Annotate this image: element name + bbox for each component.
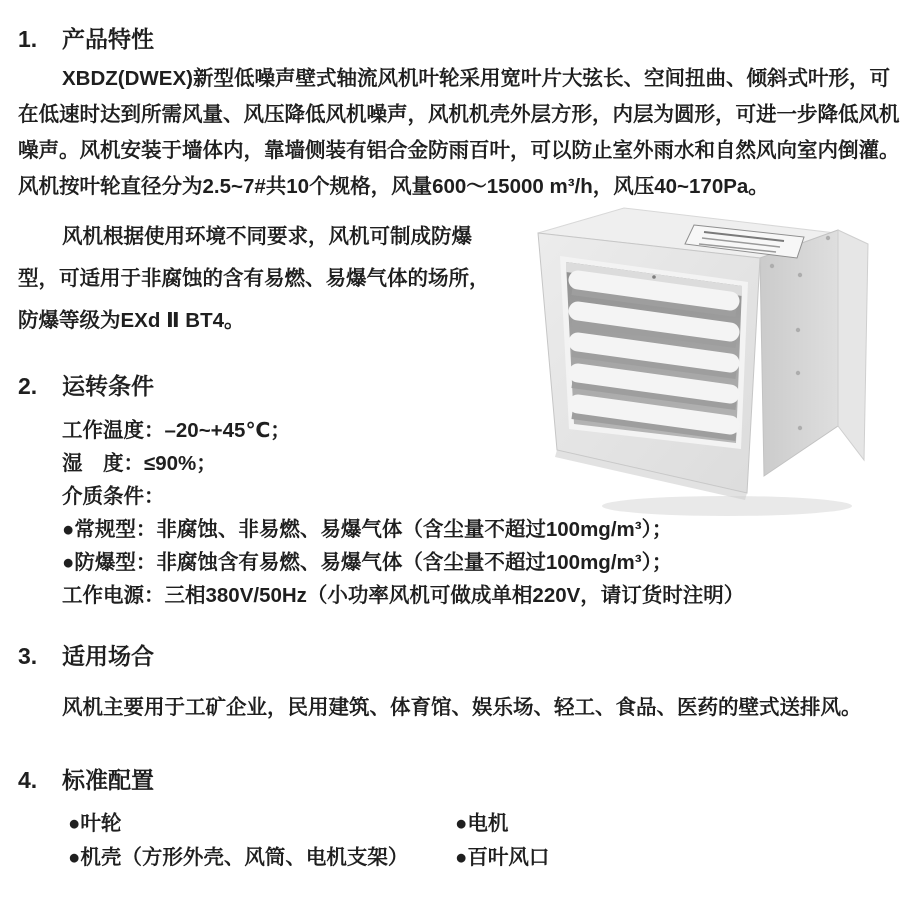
- config-item-louver-outlet: ●百叶风口: [455, 846, 550, 869]
- paragraph-line: XBDZ(DWEX)新型低噪声壁式轴流风机叶轮采用宽叶片大弦长、空间扭曲、倾斜式叶形，可: [62, 67, 890, 90]
- paragraph-line: 型，可适用于非腐蚀的含有易燃、易爆气体的场所，: [18, 267, 490, 290]
- product-features-paragraph-2: [18, 216, 528, 342]
- config-item-motor: ●电机: [455, 812, 509, 835]
- config-item-impeller: ●叶轮: [68, 812, 122, 835]
- condition-item: 工作电源：三相380V/50Hz（小功率风机可做成单相220V，请订货时注明）: [62, 584, 745, 607]
- section-4-heading: [18, 767, 154, 793]
- paragraph-line: 在低速时达到所需风量、风压降低风机噪声，风机机壳外层方形，内层为圆形，可进一步降低风机: [18, 103, 900, 126]
- condition-item: 介质条件：: [62, 485, 165, 508]
- section-2-number: 2.: [18, 373, 38, 399]
- paragraph-line: 噪声。风机安装于墙体内，靠墙侧装有铝合金防雨百叶，可以防止室外雨水和自然风向室内倒灌。: [18, 139, 900, 162]
- section-3-number: 3.: [18, 643, 38, 669]
- section-1-heading: [18, 26, 154, 52]
- section-2-title: 运转条件: [62, 373, 154, 399]
- config-item-casing: ●机壳（方形外壳、风筒、电机支架）: [68, 846, 409, 869]
- paragraph-line: 风机根据使用环境不同要求，风机可制成防爆: [62, 225, 472, 248]
- paragraph-line: 防爆等级为EXd Ⅱ BT4。: [18, 309, 245, 332]
- section-1-title: 产品特性: [62, 26, 154, 52]
- operating-conditions-list: [62, 414, 744, 612]
- section-3-heading: [18, 643, 154, 669]
- applications-paragraph: 风机主要用于工矿企业，民用建筑、体育馆、娱乐场、轻工、食品、医药的壁式送排风。: [62, 696, 862, 719]
- section-2-heading: [18, 373, 154, 399]
- product-features-paragraph-1: [18, 61, 900, 205]
- paragraph-line: 风机按叶轮直径分为2.5~7#共10个规格，风量600～15000 m³/h，风压40~170Pa。: [18, 175, 769, 198]
- panel-screw: [652, 275, 656, 279]
- condition-item: 湿 度：≤90%；: [62, 452, 217, 475]
- section-4-number: 4.: [18, 767, 38, 793]
- section-3-title: 适用场合: [62, 643, 154, 669]
- condition-item: ●防爆型：非腐蚀含有易燃、易爆气体（含尘量不超过100mg/m³）；: [62, 551, 673, 574]
- section-1-number: 1.: [18, 26, 38, 52]
- condition-item: ●常规型：非腐蚀、非易燃、易爆气体（含尘量不超过100mg/m³）；: [62, 518, 673, 541]
- fan-rear-flange: [838, 230, 868, 460]
- condition-item: 工作温度：–20~+45℃；: [62, 419, 291, 442]
- section-4-title: 标准配置: [62, 767, 154, 793]
